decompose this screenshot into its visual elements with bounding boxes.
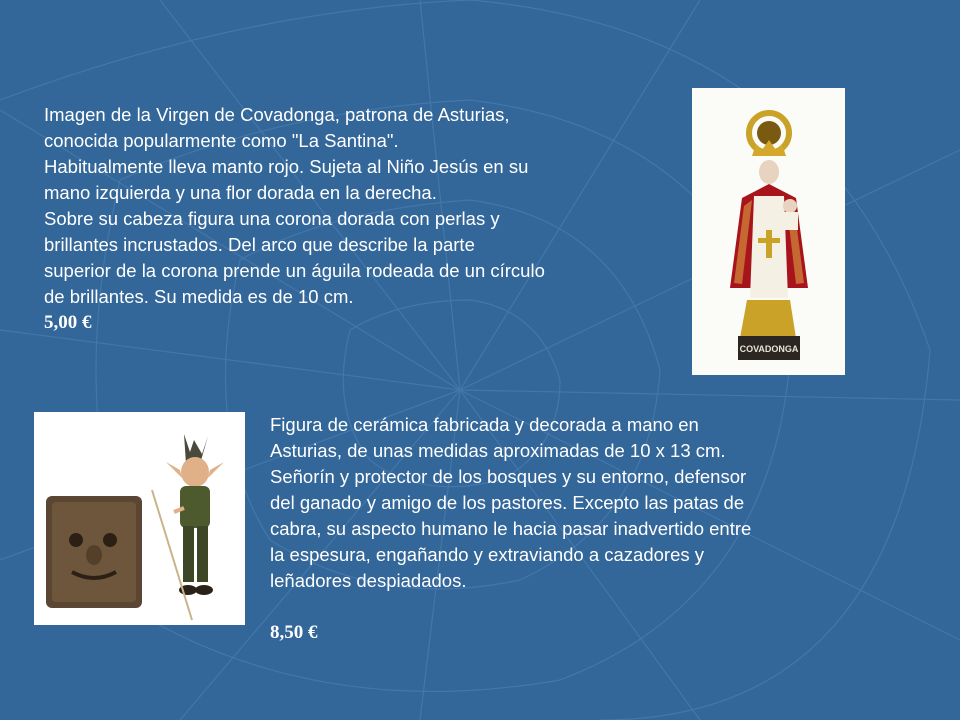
item1-price: 5,00 €: [44, 312, 92, 333]
covadonga-base-label: COVADONGA: [739, 344, 799, 354]
item1-line: brillantes incrustados. Del arco que describe la parte: [44, 234, 475, 255]
trasgu-photo: [34, 412, 245, 625]
trasgu-figure: [34, 412, 245, 625]
item2-description: [270, 412, 751, 646]
item2-line: Señorín y protector de los bosques y su entorno, defensor: [270, 466, 747, 487]
item1-line: Habitualmente lleva manto rojo. Sujeta al Niño Jesús en su: [44, 156, 529, 177]
item2-spacer: [270, 594, 751, 620]
item2-line: Figura de cerámica fabricada y decorada a mano en: [270, 414, 699, 435]
item1-line: Imagen de la Virgen de Covadonga, patrona de Asturias,: [44, 104, 510, 125]
virgen-covadonga-photo: [692, 88, 845, 375]
item1-line: conocida popularmente como "La Santina".: [44, 130, 399, 151]
item2-line: leñadores despiadados.: [270, 570, 467, 591]
item2-price: 8,50 €: [270, 622, 318, 643]
item2-line: del ganado y amigo de los pastores. Excepto las patas de: [270, 492, 745, 513]
item2-line: cabra, su aspecto humano le hacia pasar inadvertido entre: [270, 518, 752, 539]
item2-line: la espesura, engañando y extraviando a cazadores y: [270, 544, 705, 565]
item1-line: mano izquierda y una flor dorada en la derecha.: [44, 182, 437, 203]
item1-line: de brillantes. Su medida es de 10 cm.: [44, 286, 354, 307]
item1-description: [44, 102, 545, 336]
virgen-covadonga-figure: [692, 88, 845, 375]
item1-line: Sobre su cabeza figura una corona dorada con perlas y: [44, 208, 500, 229]
item1-line: superior de la corona prende un águila rodeada de un círculo: [44, 260, 545, 281]
item2-line: Asturias, de unas medidas aproximadas de 10 x 13 cm.: [270, 440, 726, 461]
